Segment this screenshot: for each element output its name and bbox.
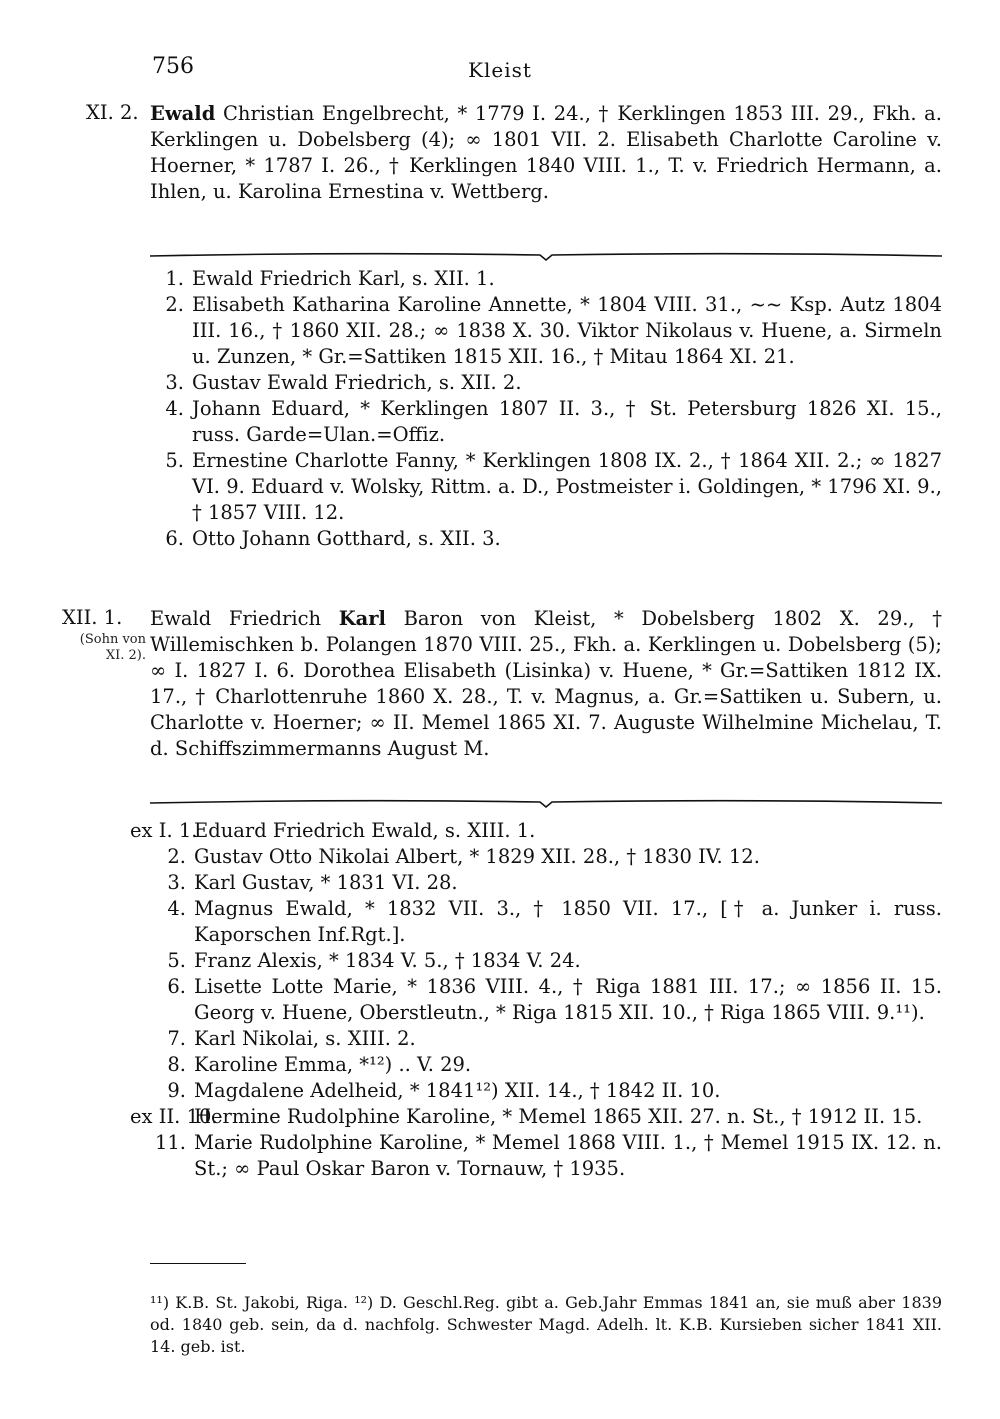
list-item: 3. Gustav Ewald Friedrich, s. XII. 2. xyxy=(165,371,522,394)
list-item: ex II. 10. Hermine Rudolphine Karoline, * Memel 1865 XII. 27. n. St., † 1912 II. 15. xyxy=(130,1105,923,1128)
entry-label-xii-1: XII. 1. xyxy=(62,606,123,629)
list-item: 8. Karoline Emma, *¹²) .. V. 29. xyxy=(167,1053,472,1076)
list-item: 3. Karl Gustav, * 1831 VI. 28. xyxy=(167,871,458,894)
divider-rule xyxy=(150,250,942,262)
entry-xi-2-text: Christian Engelbrecht, * 1779 I. 24., † Kerklingen 1853 III. 29., Fkh. a. Kerklingen u. Dobelsberg (4); ∞ 1801 VII. 2. Elisabeth Charlotte Caroline v. Hoerner, * 1787 I. 26., † Kerklingen 1840 VIII. 1., T. v. Friedrich Hermann, a. Ihlen, u. Karolina Ernestina v. Wettberg. xyxy=(150,102,942,203)
list-item: 6. Lisette Lotte Marie, * 1836 VIII. 4., † Riga 1881 III. 17.; ∞ 1856 II. 15. Georg v. Huene, Oberstleutn., * Riga 1815 XII. 10., † Riga 1865 VIII. 9.¹¹). xyxy=(167,975,942,1024)
entry-label-xi-2: XI. 2. xyxy=(86,101,139,124)
list-item: 4. Johann Eduard, * Kerklingen 1807 II. 3., † St. Petersburg 1826 XI. 15., russ. Garde=Ulan.=Offiz. xyxy=(165,397,942,446)
entry-xi-2-name: Ewald xyxy=(150,102,216,125)
children-list-xi-2 xyxy=(140,266,942,552)
running-title: Kleist xyxy=(468,58,532,82)
list-item: 9. Magdalene Adelheid, * 1841¹²) XII. 14., † 1842 II. 10. xyxy=(167,1079,721,1102)
entry-xii-1-name: Ewald Friedrich xyxy=(150,607,322,630)
page-number: 756 xyxy=(152,54,194,79)
divider-rule xyxy=(150,797,942,809)
list-item: 2. Elisabeth Katharina Karoline Annette, * 1804 VIII. 31., ~~ Ksp. Autz 1804 III. 16., † 1860 XII. 28.; ∞ 1838 X. 30. Viktor Nikolaus v. Huene, a. Sirmeln u. Zunzen, * Gr.=Sattiken 1815 XII. 16., † Mitau 1864 XI. 21. xyxy=(165,293,942,368)
list-item: 5. Ernestine Charlotte Fanny, * Kerklingen 1808 IX. 2., † 1864 XII. 2.; ∞ 1827 VI. 9. Eduard v. Wolsky, Rittm. a. D., Postmeister i. Goldingen, * 1796 XI. 9., † 1857 VIII. 12. xyxy=(165,449,942,524)
children-list-xii-1 xyxy=(130,818,942,1182)
list-item: 7. Karl Nikolai, s. XIII. 2. xyxy=(167,1027,416,1050)
list-item: 1. Ewald Friedrich Karl, s. XII. 1. xyxy=(165,267,495,290)
entry-xii-1 xyxy=(150,606,942,762)
list-item: ex I. 1. Eduard Friedrich Ewald, s. XIII. 1. xyxy=(130,819,536,842)
list-item: 5. Franz Alexis, * 1834 V. 5., † 1834 V. 24. xyxy=(167,949,581,972)
entry-xii-1-name-bold: Karl xyxy=(338,607,386,630)
list-item: 2. Gustav Otto Nikolai Albert, * 1829 XII. 28., † 1830 IV. 12. xyxy=(167,845,760,868)
list-item: 6. Otto Johann Gotthard, s. XII. 3. xyxy=(165,527,501,550)
list-item: 4. Magnus Ewald, * 1832 VII. 3., † 1850 VII. 17., [† a. Junker i. russ. Kaporschen Inf.Rgt.]. xyxy=(167,897,942,946)
entry-xi-2 xyxy=(150,101,942,205)
list-item: 11. Marie Rudolphine Karoline, * Memel 1868 VIII. 1., † Memel 1915 IX. 12. n. St.; ∞ Paul Oskar Baron v. Tornauw, † 1935. xyxy=(154,1131,942,1180)
entry-xii-1-text: Baron von Kleist, * Dobelsberg 1802 X. 29., † Willemischken b. Polangen 1870 VIII. 25., Fkh. a. Kerklingen u. Dobelsberg (5); ∞ I. 1827 I. 6. Dorothea Elisabeth (Lisinka) v. Huene, * Gr.=Sattiken 1812 IX. 17., † Charlottenruhe 1860 X. 28., T. v. Magnus, a. Gr.=Sattiken u. Subern, u. Charlotte v. Hoerner; ∞ II. Memel 1865 XI. 7. Auguste Wilhelmine Michelau, T. d. Schiffszimmermanns August M. xyxy=(150,607,943,760)
side-note: (Sohn von XI. 2). xyxy=(79,632,146,663)
footnotes: ¹¹) K.B. St. Jakobi, Riga. ¹²) D. Geschl.Reg. gibt a. Geb.Jahr Emmas 1841 an, sie muß aber 1839 od. 1840 geb. sein, da d. nachfolg. Schwester Magd. Adelh. lt. K.B. Kursieben sicher 1841 XII. 14. geb. ist. xyxy=(150,1293,942,1356)
footnote-rule xyxy=(150,1263,246,1264)
